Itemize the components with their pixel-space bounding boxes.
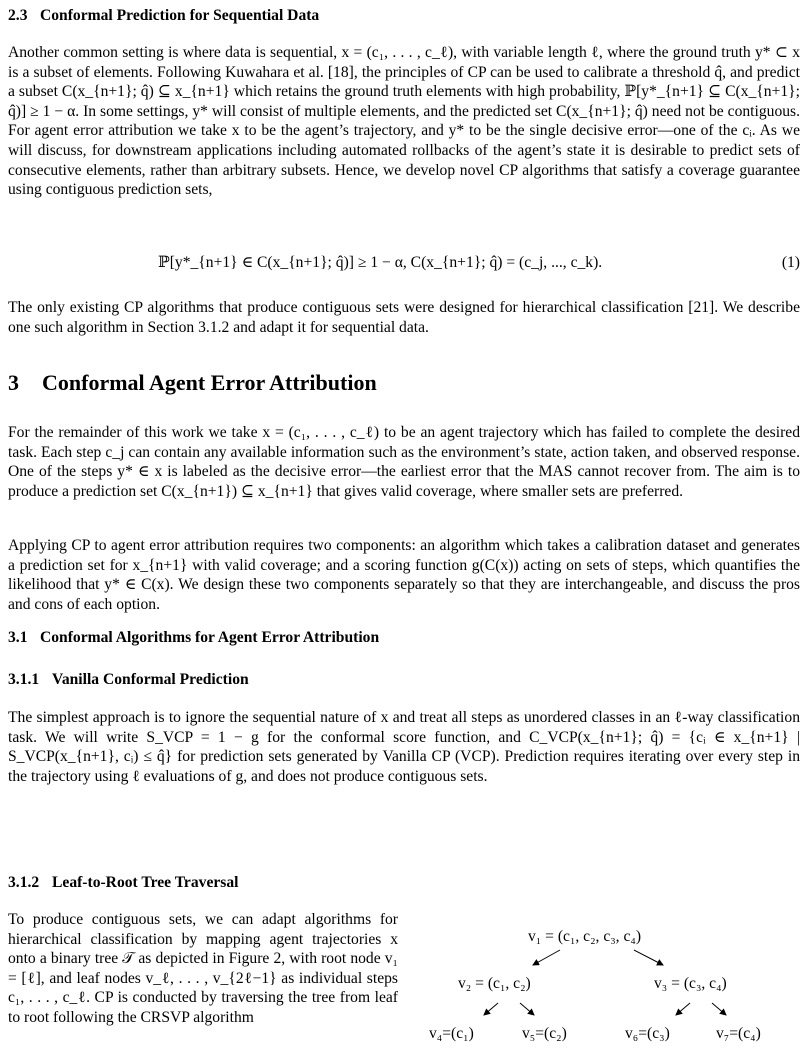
section-2-3-paragraph-2: The only existing CP algorithms that produce contiguous sets were designed for hierarchical classification [21]. We describe one such algorithm in Section 3.1.2 and adapt it for sequential data.: [8, 299, 800, 336]
equation-body: ℙ[y*_{n+1} ∈ C(x_{n+1}; q̂)] ≥ 1 − α, C(x_{n+1}; q̂) = (c_j, ..., c_k).: [158, 254, 603, 271]
edge-left-leaf-2: [520, 1003, 534, 1015]
section-3-1-1-paragraph: The simplest approach is to ignore the sequential nature of x and treat all steps as unordered classes in an ℓ-way classification task. We will write S_VCP = 1 − g for the conformal score function, and C_VCP(x_{n+1}; q̂) = {cᵢ ∈ x_{n+1} | S_VCP(x_{n+1}, cᵢ) ≤ q̂} for prediction sets generated by Vanilla CP (VCP). Prediction requires iterating over every step in the trajectory using ℓ evaluations of g, and does not produce contiguous sets.: [8, 709, 800, 785]
edge-right-leaf-2: [712, 1003, 726, 1015]
tree-leaf-2: v₅=(c₂): [522, 1025, 567, 1042]
edge-root-right: [634, 950, 663, 965]
equation-number: (1): [781, 254, 800, 271]
tree-leaf-4: v₇=(c₄): [716, 1025, 761, 1042]
section-3-heading: [8, 370, 377, 395]
tree-node-root: v₁ = (c₁, c₂, c₃, c₄): [528, 928, 642, 945]
section-title: Conformal Algorithms for Agent Error Attribution: [40, 629, 380, 646]
section-3-1-heading: [8, 628, 379, 648]
section-title: Leaf-to-Root Tree Traversal: [52, 874, 239, 891]
section-2-3-paragraph-1: Another common setting is where data is sequential, x = (c₁, . . . , c_ℓ), with variable length ℓ, where the ground truth y* ⊂ x is a subset of elements. Following Kuwahara et al. [18], the principles of CP can be used to calibrate a threshold q̂, and predict a subset C(x_{n+1}; q̂) ⊆ x_{n+1} which retains the ground truth elements with high probability, ℙ[y*_{n+1} ⊆ C(x_{n+1}; q̂)] ≥ 1 − α. In some settings, y* will consist of multiple elements, and the predicted set C(x_{n+1}; q̂) need not be contiguous. For agent error attribution we take x to be the agent’s trajectory, and y* to be the single decisive error—one of the cᵢ. As we will discuss, for downstream applications including automated rollbacks of the agent’s state it is desirable to predict sets of consecutive elements, rather than arbitrary subsets. Hence, we develop novel CP algorithms that satisfy a coverage guarantee using contiguous prediction sets,: [8, 44, 800, 199]
edge-right-leaf-1: [676, 1003, 690, 1015]
section-title: Conformal Prediction for Sequential Data: [40, 7, 320, 24]
section-number: 3.1.2: [8, 874, 40, 891]
edge-root-left: [533, 950, 560, 965]
edge-left-leaf-1: [484, 1003, 498, 1015]
tree-node-right: v₃ = (c₃, c₄): [654, 975, 727, 992]
section-number: 3.1: [8, 629, 28, 646]
section-3-1-2-heading: [8, 873, 239, 893]
section-number: 3: [8, 370, 19, 395]
section-title: Conformal Agent Error Attribution: [42, 370, 377, 395]
tree-node-left: v₂ = (c₁, c₂): [458, 975, 531, 992]
section-number: 3.1.1: [8, 671, 40, 688]
section-3-1-2-paragraph: To produce contiguous sets, we can adapt algorithms for hierarchical classification by mapping agent trajectories x onto a binary tree 𝒯 as depicted in Figure 2, with root node v₁ = [ℓ], and leaf nodes v_ℓ, . . . , v_{2ℓ−1} as individual steps c₁, . . . , c_ℓ. CP is conducted by traversing the tree from leaf to root following the CRSVP algorithm: [8, 911, 398, 1026]
tree-leaf-1: v₄=(c₁): [429, 1025, 474, 1042]
section-3-1-1-heading: [8, 670, 249, 690]
section-3-paragraph-2: Applying CP to agent error attribution requires two components: an algorithm which takes a calibration dataset and generates a prediction set for x_{n+1} with valid coverage; and a scoring function g(C(x)) acting on sets of steps, which quantifies the likelihood that y* ∈ C(x). We design these two components separately so that they are interchangeable, and discuss the pros and cons of each option.: [8, 537, 800, 613]
section-title: Vanilla Conformal Prediction: [52, 671, 249, 688]
section-3-paragraph-1: For the remainder of this work we take x = (c₁, . . . , c_ℓ) to be an agent trajectory which has failed to complete the desired task. Each step c_j can contain any available information such as the environment’s state, action taken, and observed response. One of the steps y* ∈ x is labeled as the decisive error—the earliest error that the MAS cannot recover from. The aim is to produce a prediction set C(x_{n+1}) ⊆ x_{n+1} that gives valid coverage, where smaller sets are preferred.: [8, 424, 800, 500]
section-number: 2.3: [8, 7, 28, 24]
tree-leaf-3: v₆=(c₃): [625, 1025, 670, 1042]
section-2-3-heading: [8, 6, 319, 26]
binary-tree-figure: [420, 924, 800, 1059]
